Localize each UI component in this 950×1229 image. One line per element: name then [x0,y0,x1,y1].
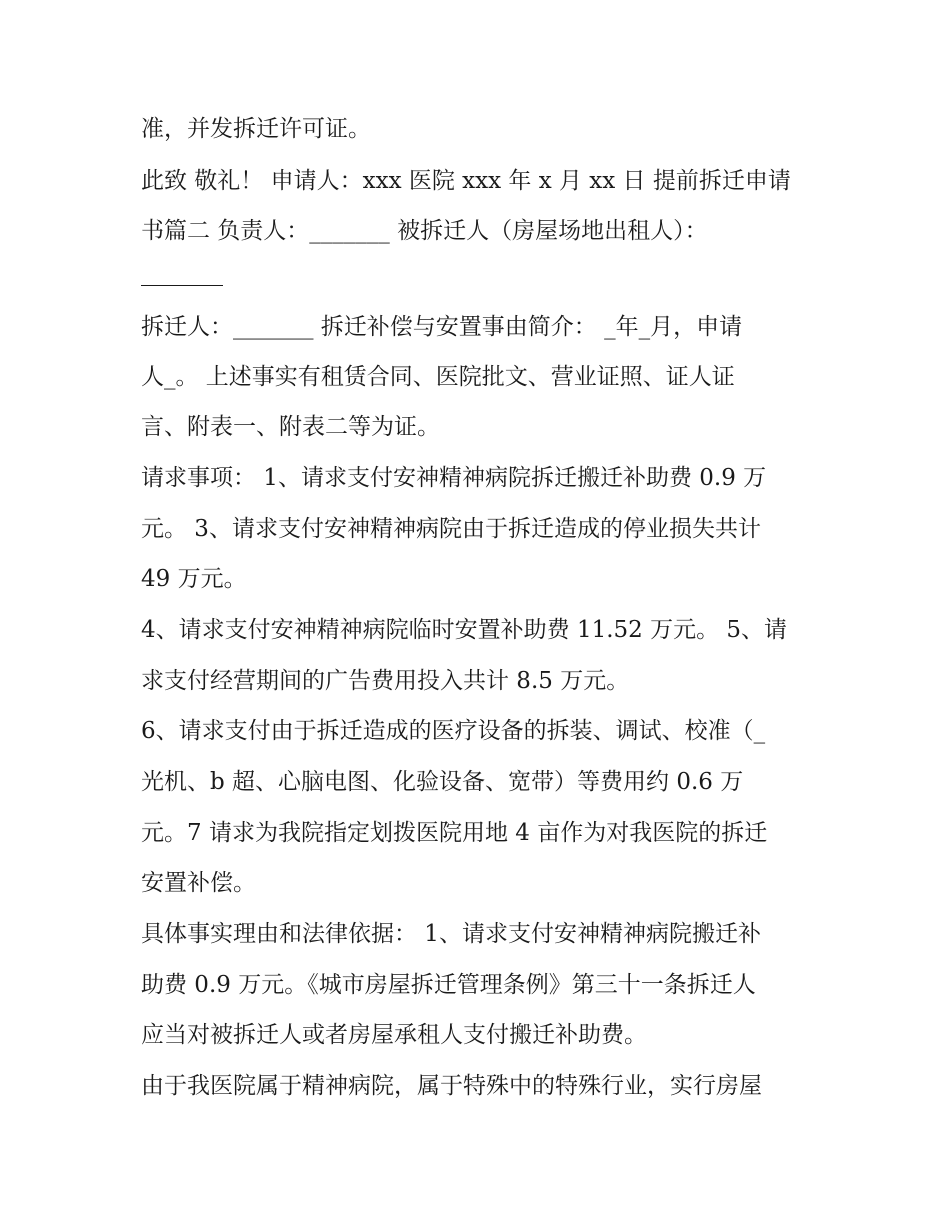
text-line-8: 元。 3、请求支付安神精神病院由于拆迁造成的停业损失共计 [141,516,761,542]
text-line-7: 请求事项： 1、请求支付安神精神病院拆迁搬迁补助费 0.9 万 [141,465,767,491]
text-line-10: 4、请求支付安神精神病院临时安置补助费 11.52 万元。 5、请 [141,617,788,643]
text-line-19: 由于我医院属于精神病院，属于特殊中的特殊行业，实行房屋 [141,1073,762,1099]
text-line-2: 此致 敬礼！ 申请人：xxx 医院 xxx 年 x 月 xx 日 提前拆迁申请 [141,168,791,194]
text-line-12: 6、请求支付由于拆迁造成的医疗设备的拆装、调试、校准（_ [141,718,766,744]
text-line-3: 书篇二 负责人：_______ 被拆迁人（房屋场地出租人）： [141,218,708,244]
text-line-5: 人_。 上述事实有租赁合同、医院批文、营业证照、证人证 [141,364,735,390]
blank-underline [141,285,223,286]
text-line-1: 准，并发拆迁许可证。 [141,116,371,142]
text-line-16: 具体事实理由和法律依据： 1、请求支付安神精神病院搬迁补 [141,921,761,947]
text-line-6: 言、附表一、附表二等为证。 [141,414,440,440]
text-line-14: 元。7 请求为我院指定划拨医院用地 4 亩作为对我医院的拆迁 [141,820,768,846]
text-line-17: 助费 0.9 万元。《城市房屋拆迁管理条例》第三十一条拆迁人 [141,972,756,998]
text-line-4: 拆迁人：_______ 拆迁补偿与安置事由简介： _年_月，申请 [141,314,743,340]
text-line-11: 求支付经营期间的广告费用投入共计 8.5 万元。 [141,668,630,694]
text-line-9: 49 万元。 [141,566,247,592]
text-line-18: 应当对被拆迁人或者房屋承租人支付搬迁补助费。 [141,1022,647,1048]
text-line-13: 光机、b 超、心脑电图、化验设备、宽带）等费用约 0.6 万 [141,769,744,795]
text-line-15: 安置补偿。 [141,870,256,896]
